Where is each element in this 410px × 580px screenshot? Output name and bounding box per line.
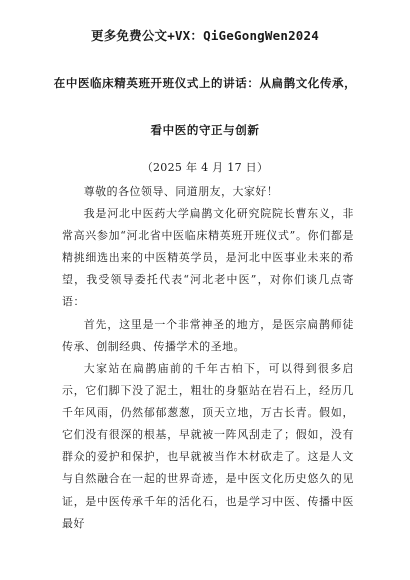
paragraph-1 xyxy=(62,203,354,313)
document-title-line-2: 看中医的守正与创新 xyxy=(150,123,260,137)
document-date: （2025 年 4 月 17 日） xyxy=(141,161,269,174)
paragraph-text: 大家站在扁鹊庙前的千年古柏下，可以得到很多启示，它们脚下没了泥土，粗壮的身躯站在岩石上，经历几千年风雨，仍然郁郁葱葱，顶天立地，万古长青。假如，它们没有很深的根基，早就被一阵风刮走了；假如，没有群众的爱护和保护，也早就被当作木材砍走了。这是人文与自然融合在一起的世界奇迹，是中医文化历史悠久的见证，是中医传承千年的活化石，也是学习中医、传播中医最好 xyxy=(62,362,354,530)
paragraph-2 xyxy=(62,314,354,358)
paragraph-text: 首先，这里是一个非常神圣的地方，是医宗扁鹊师徒传承、创制经典、传播学术的圣地。 xyxy=(62,318,354,354)
paragraph-text: 我是河北中医药大学扁鹊文化研究院院长曹东义，非常高兴参加“河北省中医临床精英班开班仪式”。你们都是精挑细选出来的中医精英学员，是河北中医事业未来的希望，我受领导委托代表“河北老中医”，对你们谈几点寄语： xyxy=(62,207,354,309)
paragraph-3 xyxy=(62,358,354,535)
watermark-header: 更多免费公文+VX：QiGeGongWen2024 xyxy=(91,28,319,43)
document-title-line-1: 在中医临床精英班开班仪式上的讲话：从扁鹊文化传承， xyxy=(53,76,357,90)
greeting-text: 尊敬的各位领导、同道朋友，大家好！ xyxy=(83,185,279,198)
greeting xyxy=(62,181,354,203)
